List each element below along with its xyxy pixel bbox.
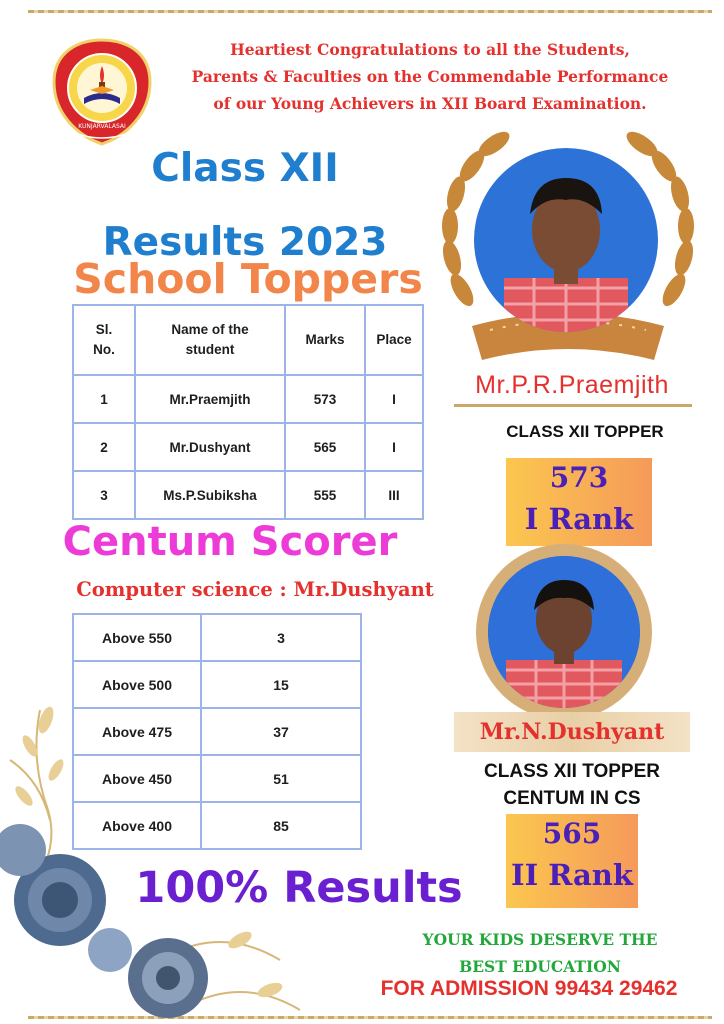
table-cell: I bbox=[365, 423, 423, 471]
title-line-results: Results 2023 bbox=[102, 220, 388, 265]
divider bbox=[454, 404, 692, 407]
admission-contact: FOR ADMISSION 99434 29462 bbox=[380, 977, 678, 1000]
tagline-line: BEST EDUCATION bbox=[459, 957, 621, 976]
range-count: 3 bbox=[201, 614, 361, 661]
table-cell: III bbox=[365, 471, 423, 519]
topper2-photo bbox=[488, 556, 640, 708]
congrats-line: of our Young Achievers in XII Board Examination. bbox=[213, 94, 647, 113]
table-cell: 3 bbox=[73, 471, 135, 519]
table-row bbox=[73, 802, 361, 849]
tagline bbox=[380, 926, 700, 980]
school-toppers-heading: School Toppers bbox=[73, 255, 423, 303]
table-row bbox=[73, 423, 423, 471]
centum-scorer-heading: Centum Scorer bbox=[62, 519, 398, 565]
range-count: 51 bbox=[201, 755, 361, 802]
topper2-caption bbox=[440, 758, 704, 812]
table-header-row bbox=[73, 305, 423, 375]
table-row bbox=[73, 614, 361, 661]
student-portrait-icon bbox=[488, 556, 640, 708]
topper1-caption: CLASS XII TOPPER bbox=[506, 422, 664, 441]
table-cell: 1 bbox=[73, 375, 135, 423]
toppers-table bbox=[72, 304, 424, 520]
table-row bbox=[73, 661, 361, 708]
table-cell: I bbox=[365, 375, 423, 423]
topper2-marks: 565 bbox=[542, 817, 602, 850]
range-label: Above 550 bbox=[73, 614, 201, 661]
header-place: Place bbox=[365, 305, 423, 375]
range-count: 85 bbox=[201, 802, 361, 849]
topper2-rank: II Rank bbox=[511, 858, 633, 892]
topper1-marks: 573 bbox=[549, 461, 609, 494]
logo-ring-text: KUNJARVALASAI bbox=[78, 123, 126, 130]
header-marks: Marks bbox=[285, 305, 365, 375]
table-cell: Mr.Dushyant bbox=[135, 423, 285, 471]
topper2-name: Mr.N.Dushyant bbox=[479, 719, 665, 745]
congrats-line: Parents & Faculties on the Commendable Performance bbox=[191, 67, 669, 86]
table-cell: Mr.Praemjith bbox=[135, 375, 285, 423]
congrats-line: Heartiest Congratulations to all the Students, bbox=[230, 40, 630, 59]
range-label: Above 500 bbox=[73, 661, 201, 708]
table-cell: 2 bbox=[73, 423, 135, 471]
top-border bbox=[28, 10, 712, 13]
topper2-score-box bbox=[506, 814, 638, 908]
title-line-class: Class XII bbox=[151, 146, 339, 191]
topper2-caption-line: CENTUM IN CS bbox=[503, 788, 641, 809]
congratulations-message bbox=[160, 36, 700, 117]
header-sl-no: Sl. No. bbox=[73, 305, 135, 375]
topper1-rank: I Rank bbox=[524, 502, 634, 536]
table-cell: Ms.P.Subiksha bbox=[135, 471, 285, 519]
tagline-line: YOUR KIDS DESERVE THE bbox=[422, 930, 658, 949]
range-count: 37 bbox=[201, 708, 361, 755]
table-cell: 555 bbox=[285, 471, 365, 519]
topper1-photo bbox=[474, 148, 658, 332]
table-cell: 565 bbox=[285, 423, 365, 471]
results-banner: 100% Results bbox=[135, 863, 463, 913]
range-count: 15 bbox=[201, 661, 361, 708]
table-cell: 573 bbox=[285, 375, 365, 423]
table-row bbox=[73, 375, 423, 423]
topper2-caption-line: CLASS XII TOPPER bbox=[484, 761, 660, 782]
topper1-name: Mr.P.R.Praemjith bbox=[475, 371, 669, 399]
student-portrait-icon bbox=[474, 148, 658, 332]
centum-subject-line: Computer science : Mr.Dushyant bbox=[76, 578, 434, 601]
range-label: Above 450 bbox=[73, 755, 201, 802]
header-name: Name of the student bbox=[135, 305, 285, 375]
table-row bbox=[73, 755, 361, 802]
topper1-score-box bbox=[506, 458, 652, 546]
table-row bbox=[73, 708, 361, 755]
range-label: Above 400 bbox=[73, 802, 201, 849]
score-ranges-table bbox=[72, 613, 362, 850]
range-label: Above 475 bbox=[73, 708, 201, 755]
